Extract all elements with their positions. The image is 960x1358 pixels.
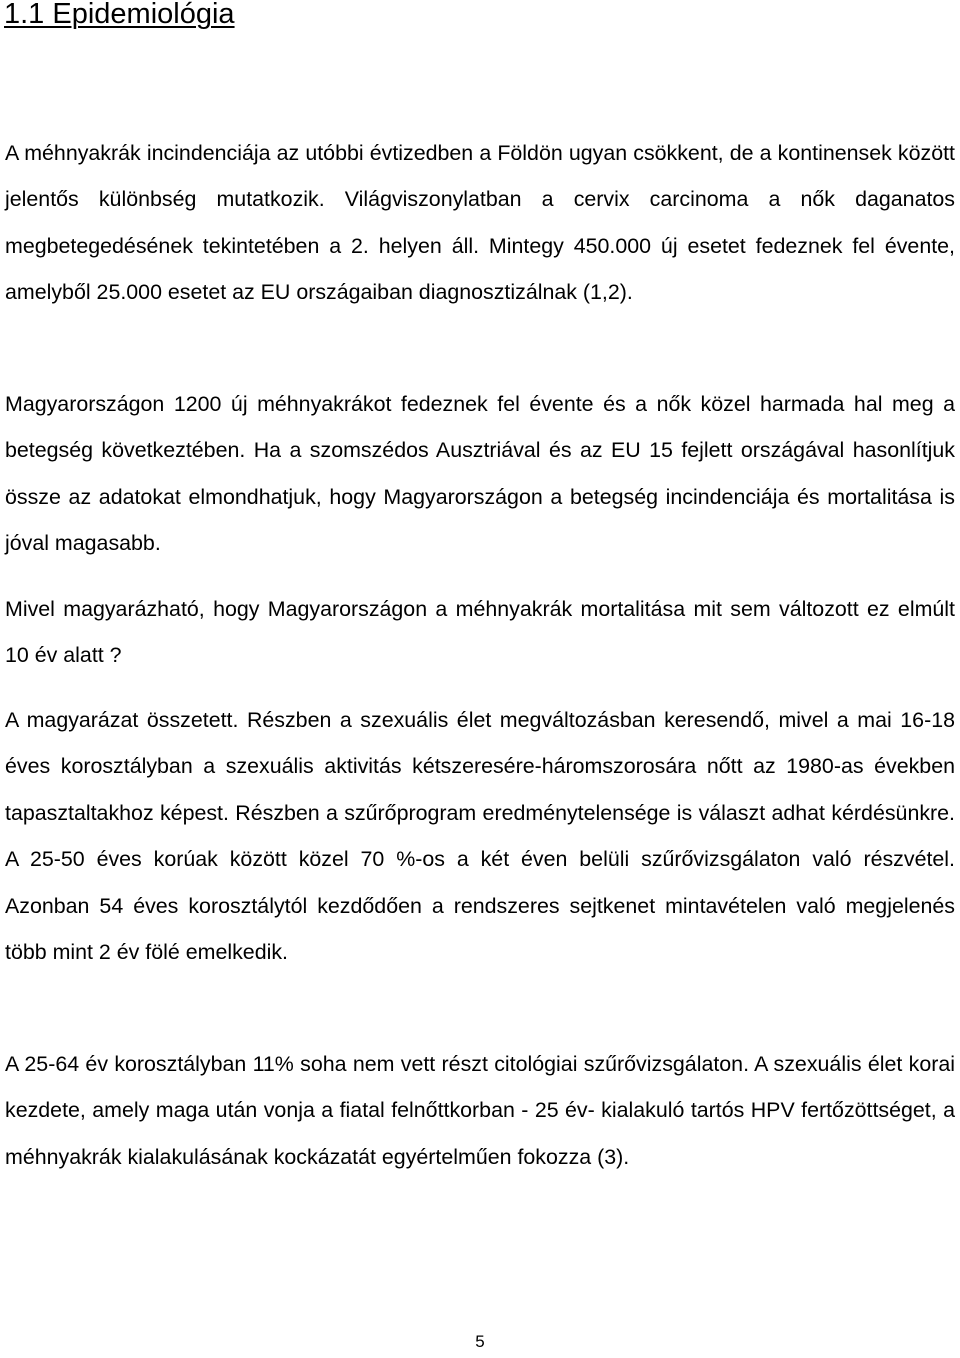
paragraph-screening: A 25-64 év korosztályban 11% soha nem vett részt citológiai szűrővizsgálaton. A szexuális élet korai kezdete, amely maga után vonja a fiatal felnőttkorban - 25 év- kialakuló tartós HPV fertőzöttséget, a méhnyakrák kialakulásának kockázatát egyértelműen fokozza (3).	[5, 1052, 955, 1169]
page-number: 5	[475, 1332, 485, 1351]
paragraph-explanation: A magyarázat összetett. Részben a szexuális élet megváltozásban keresendő, mivel a mai 16-18 éves korosztályban a szexuális aktivitás kétszeresére-háromszorosára nőtt az 1980-as években tapasztaltakhoz képest. Részben a szűrőprogram eredménytelensége is választ adhat kérdésünkre. A 25-50 éves korúak között közel 70 %-os a két éven belüli szűrővizsgálaton való részvétel. Azonban 54 éves korosztálytól kezdődően a rendszeres sejtkenet mintavételen való megjelenés több mint 2 év fölé emelkedik.	[5, 708, 955, 965]
section-heading: 1.1 Epidemiológia	[4, 0, 235, 30]
paragraph-question: Mivel magyarázható, hogy Magyarországon a méhnyakrák mortalitása mit sem változott ez elmúlt 10 év alatt ?	[5, 597, 955, 668]
paragraph-epidemiology-world: A méhnyakrák incindenciája az utóbbi évtizedben a Földön ugyan csökkent, de a kontinensek között jelentős különbség mutatkozik. Világviszonylatban a cervix carcinoma a nők daganatos megbetegedésének tekintetében a 2. helyen áll. Mintegy 450.000 új esetet fedeznek fel évente, amelyből 25.000 esetet az EU országaiban diagnosztizálnak (1,2).	[5, 141, 955, 305]
paragraph-epidemiology-hungary: Magyarországon 1200 új méhnyakrákot fedeznek fel évente és a nők közel harmada hal meg a betegség következtében. Ha a szomszédos Ausztriával és az EU 15 fejlett országával hasonlítjuk össze az adatokat elmondhatjuk, hogy Magyarországon a betegség incindenciája és mortalitása is jóval magasabb.	[5, 392, 955, 556]
